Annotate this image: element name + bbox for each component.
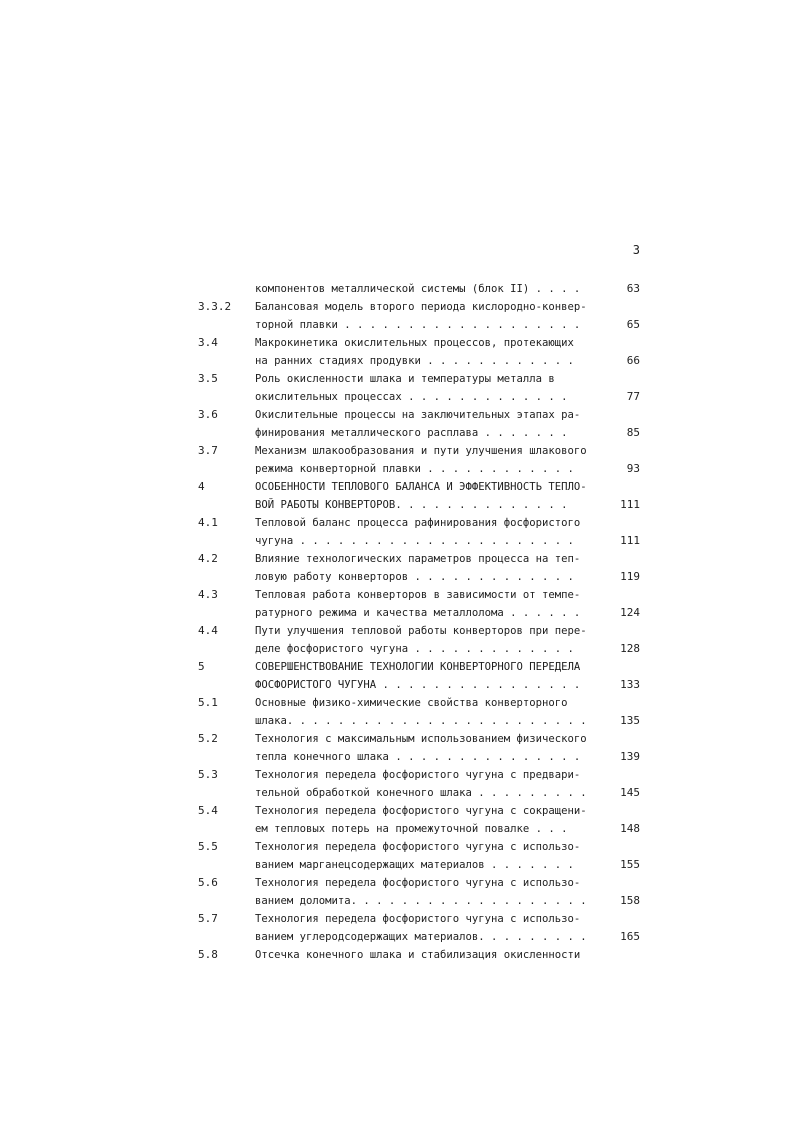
table-of-contents <box>0 280 795 964</box>
section-number: 3.4 <box>198 336 218 349</box>
section-title <box>255 694 610 730</box>
section-title <box>255 910 610 946</box>
section-number: 4 <box>198 480 205 493</box>
title-line: Тепловой баланс процесса рафинирования фосфористого <box>255 517 581 529</box>
title-line: Пути улучшения тепловой работы конверторов при пере- <box>255 625 587 637</box>
title-line: чугуна . . . . . . . . . . . . . . . . . . . . . . <box>255 535 574 547</box>
title-line: торной плавки . . . . . . . . . . . . . . . . . . . <box>255 319 581 331</box>
title-line: Технология передела фосфористого чугуна с сокращени- <box>255 805 587 817</box>
section-title <box>255 298 610 334</box>
title-line: ванием марганецсодержащих материалов . . . . . . . <box>255 859 574 871</box>
section-number: 5.6 <box>198 876 218 889</box>
section-number: 3.7 <box>198 444 218 457</box>
section-title <box>255 766 610 802</box>
section-title <box>255 946 610 964</box>
title-line: Основные физико-химические свойства конверторного <box>255 697 568 709</box>
section-title <box>255 874 610 910</box>
title-line: Технология передела фосфористого чугуна с использо- <box>255 913 581 925</box>
section-title <box>255 280 610 298</box>
section-title <box>255 406 610 442</box>
title-line: ванием доломита. . . . . . . . . . . . . . . . . . . <box>255 895 587 907</box>
section-number: 5.8 <box>198 948 218 961</box>
toc-entry <box>0 334 795 370</box>
section-number: 4.4 <box>198 624 218 637</box>
title-line: ВОЙ РАБОТЫ КОНВЕРТОРОВ. . . . . . . . . . . . . . <box>255 499 568 511</box>
toc-entry <box>0 766 795 802</box>
section-number: 5.4 <box>198 804 218 817</box>
toc-entry <box>0 586 795 622</box>
page-ref: 135 <box>620 714 640 727</box>
page-ref: 145 <box>620 786 640 799</box>
title-line: ОСОБЕННОСТИ ТЕПЛОВОГО БАЛАНСА И ЭФФЕКТИВНОСТЬ ТЕПЛО- <box>255 481 587 493</box>
title-line: Технология передела фосфористого чугуна с использо- <box>255 841 581 853</box>
section-title <box>255 550 610 586</box>
title-line: ФОСФОРИСТОГО ЧУГУНА . . . . . . . . . . . . . . . . <box>255 679 581 691</box>
page-ref: 85 <box>626 426 640 439</box>
page-ref: 65 <box>626 318 640 331</box>
title-line: на ранних стадиях продувки . . . . . . . . . . . . <box>255 355 574 367</box>
title-line: СОВЕРШЕНСТВОВАНИЕ ТЕХНОЛОГИИ КОНВЕРТОРНОГО ПЕРЕДЕЛА <box>255 661 581 673</box>
section-title <box>255 622 610 658</box>
section-number: 3.6 <box>198 408 218 421</box>
page-ref: 158 <box>620 894 640 907</box>
page-ref: 111 <box>620 534 640 547</box>
title-line: окислительных процессах . . . . . . . . . . . . . <box>255 391 568 403</box>
section-title <box>255 514 610 550</box>
title-line: тельной обработкой конечного шлака . . . . . . . . . <box>255 787 587 799</box>
title-line: Влияние технологических параметров процесса на теп- <box>255 553 581 565</box>
section-title <box>255 838 610 874</box>
title-line: ловую работу конверторов . . . . . . . . . . . . . <box>255 571 574 583</box>
title-line: компонентов металлической системы (блок II) . . . . <box>255 283 581 295</box>
title-line: шлака. . . . . . . . . . . . . . . . . . . . . . . . <box>255 715 587 727</box>
section-title <box>255 370 610 406</box>
toc-entry <box>0 910 795 946</box>
section-title <box>255 334 610 370</box>
toc-entry <box>0 280 795 298</box>
title-line: ратурного режима и качества металлолома . . . . . . <box>255 607 581 619</box>
section-number: 5 <box>198 660 205 673</box>
toc-entry <box>0 658 795 694</box>
page-ref: 133 <box>620 678 640 691</box>
title-line: Механизм шлакообразования и пути улучшения шлакового <box>255 445 587 457</box>
toc-entry <box>0 730 795 766</box>
toc-entry <box>0 550 795 586</box>
page-ref: 119 <box>620 570 640 583</box>
toc-entry <box>0 838 795 874</box>
title-line: Окислительные процессы на заключительных этапах ра- <box>255 409 581 421</box>
title-line: Макрокинетика окислительных процессов, протекающих <box>255 337 574 349</box>
page-ref: 77 <box>626 390 640 403</box>
toc-entry <box>0 874 795 910</box>
toc-entry <box>0 370 795 406</box>
toc-entry <box>0 478 795 514</box>
page-ref: 124 <box>620 606 640 619</box>
title-line: ванием углеродсодержащих материалов. . . . . . . . . <box>255 931 587 943</box>
page-number: 3 <box>632 243 640 257</box>
toc-entry <box>0 514 795 550</box>
title-line: режима конверторной плавки . . . . . . . . . . . . <box>255 463 574 475</box>
page-ref: 128 <box>620 642 640 655</box>
section-number: 3.5 <box>198 372 218 385</box>
section-number: 5.1 <box>198 696 218 709</box>
section-title <box>255 442 610 478</box>
toc-entry <box>0 298 795 334</box>
toc-entry <box>0 406 795 442</box>
title-line: Технология с максимальным использованием физического <box>255 733 587 745</box>
page-ref: 93 <box>626 462 640 475</box>
section-number: 3.3.2 <box>198 300 232 313</box>
title-line: Технология передела фосфористого чугуна с предвари- <box>255 769 581 781</box>
page-ref: 139 <box>620 750 640 763</box>
page-ref: 148 <box>620 822 640 835</box>
page-ref: 165 <box>620 930 640 943</box>
toc-entry <box>0 694 795 730</box>
title-line: тепла конечного шлака . . . . . . . . . . . . . . . <box>255 751 581 763</box>
toc-entry <box>0 946 795 964</box>
section-number: 4.3 <box>198 588 218 601</box>
section-title <box>255 478 610 514</box>
page-ref: 155 <box>620 858 640 871</box>
section-number: 5.2 <box>198 732 218 745</box>
toc-entry <box>0 622 795 658</box>
section-number: 4.2 <box>198 552 218 565</box>
title-line: ем тепловых потерь на промежуточной повалке . . . <box>255 823 568 835</box>
section-title <box>255 730 610 766</box>
page-ref: 66 <box>626 354 640 367</box>
title-line: Отсечка конечного шлака и стабилизация окисленности <box>255 949 581 961</box>
title-line: Балансовая модель второго периода кислородно-конвер- <box>255 301 587 313</box>
page-ref: 111 <box>620 498 640 511</box>
title-line: финирования металлического расплава . . . . . . . <box>255 427 568 439</box>
page-ref: 63 <box>626 282 640 295</box>
toc-entry <box>0 442 795 478</box>
section-number: 5.7 <box>198 912 218 925</box>
section-number: 5.5 <box>198 840 218 853</box>
title-line: Тепловая работа конверторов в зависимости от темпе- <box>255 589 581 601</box>
section-number: 5.3 <box>198 768 218 781</box>
section-number: 4.1 <box>198 516 218 529</box>
title-line: Роль окисленности шлака и температуры металла в <box>255 373 555 385</box>
toc-entry <box>0 802 795 838</box>
section-title <box>255 586 610 622</box>
section-title <box>255 802 610 838</box>
section-title <box>255 658 610 694</box>
title-line: Технология передела фосфористого чугуна с использо- <box>255 877 581 889</box>
title-line: деле фосфористого чугуна . . . . . . . . . . . . . <box>255 643 574 655</box>
